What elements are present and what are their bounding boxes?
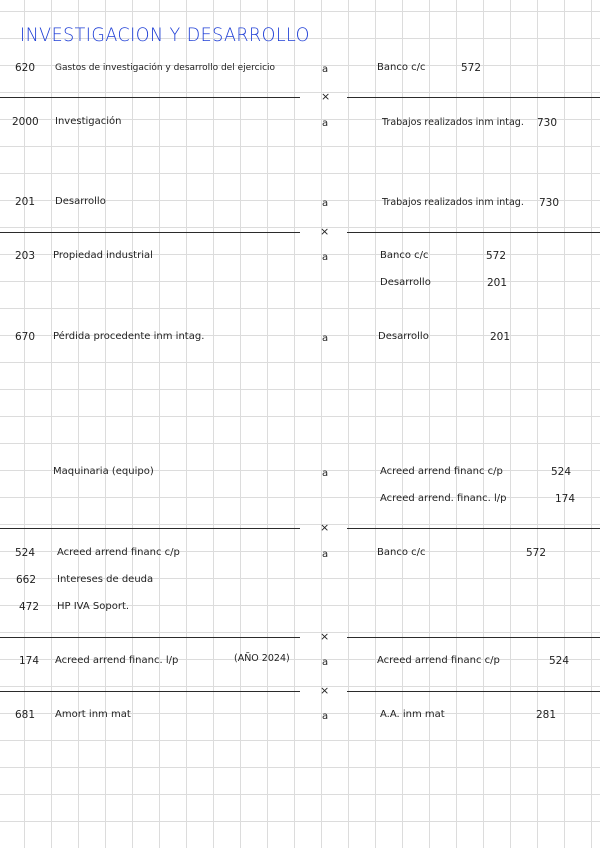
credit-account: Acreed arrend. financ. l/p (380, 493, 507, 504)
separator-line (0, 528, 300, 529)
debit-account: Pérdida procedente inm intag. (53, 331, 205, 342)
a-marker: a (322, 252, 329, 263)
credit-account: Banco c/c (377, 547, 426, 558)
credit-code: 572 (526, 547, 547, 559)
separator-line (347, 232, 600, 233)
debit-account: Intereses de deuda (57, 574, 154, 585)
cross-icon: × (320, 521, 330, 534)
credit-account: Trabajos realizados inm intag. (382, 197, 524, 208)
credit-code: 174 (555, 493, 576, 505)
separator-line (347, 97, 600, 98)
debit-account: Desarrollo (55, 196, 106, 207)
a-marker: a (322, 64, 329, 75)
credit-account: A.A. inm mat (380, 709, 445, 720)
debit-account: Maquinaria (equipo) (53, 466, 154, 477)
credit-account: Acreed arrend financ c/p (380, 466, 503, 477)
page-title: INVESTIGACION Y DESARROLLO (20, 24, 310, 46)
cross-icon: × (321, 90, 331, 103)
credit-account: Banco c/c (380, 250, 429, 261)
separator-line (0, 232, 300, 233)
credit-code: 572 (461, 62, 482, 74)
debit-code: 203 (15, 250, 36, 262)
debit-account: Acreed arrend financ c/p (57, 547, 180, 558)
credit-account: Desarrollo (378, 331, 429, 342)
credit-code: 572 (486, 250, 507, 262)
debit-account: Propiedad industrial (53, 250, 153, 261)
debit-code: 2000 (12, 116, 39, 128)
credit-code: 730 (537, 117, 558, 129)
separator-line (0, 691, 300, 692)
a-marker: a (322, 333, 329, 344)
separator-line (347, 528, 600, 529)
a-marker: a (322, 118, 329, 129)
cross-icon: × (320, 630, 330, 643)
debit-code: 670 (15, 331, 36, 343)
debit-code: 201 (15, 196, 36, 208)
credit-code: 730 (539, 197, 560, 209)
a-marker: a (322, 468, 329, 479)
year-note: (AÑO 2024) (234, 653, 290, 664)
a-marker: a (322, 198, 329, 209)
credit-code: 281 (536, 709, 557, 721)
credit-code: 524 (551, 466, 572, 478)
debit-account: HP IVA Soport. (57, 601, 130, 612)
credit-account: Acreed arrend financ c/p (377, 655, 500, 666)
debit-account: Acreed arrend financ. l/p (55, 655, 179, 666)
debit-code: 524 (15, 547, 36, 559)
credit-account: Desarrollo (380, 277, 431, 288)
debit-code: 662 (16, 574, 37, 586)
a-marker: a (322, 711, 329, 722)
credit-code: 201 (490, 331, 511, 343)
separator-line (0, 637, 300, 638)
a-marker: a (322, 549, 329, 560)
credit-code: 524 (549, 655, 570, 667)
debit-account: Investigación (55, 116, 122, 127)
separator-line (347, 691, 600, 692)
debit-account: Amort inm mat (55, 709, 131, 720)
debit-code: 681 (15, 709, 36, 721)
credit-account: Trabajos realizados inm intag. (382, 117, 524, 128)
debit-code: 472 (19, 601, 40, 613)
credit-account: Banco c/c (377, 62, 426, 73)
debit-code: 174 (19, 655, 40, 667)
cross-icon: × (320, 225, 330, 238)
debit-code: 620 (15, 62, 36, 74)
debit-account: Gastos de investigación y desarrollo del ejercicio (55, 63, 276, 73)
separator-line (0, 97, 300, 98)
separator-line (347, 637, 600, 638)
a-marker: a (322, 657, 329, 668)
credit-code: 201 (487, 277, 508, 289)
cross-icon: × (320, 684, 330, 697)
